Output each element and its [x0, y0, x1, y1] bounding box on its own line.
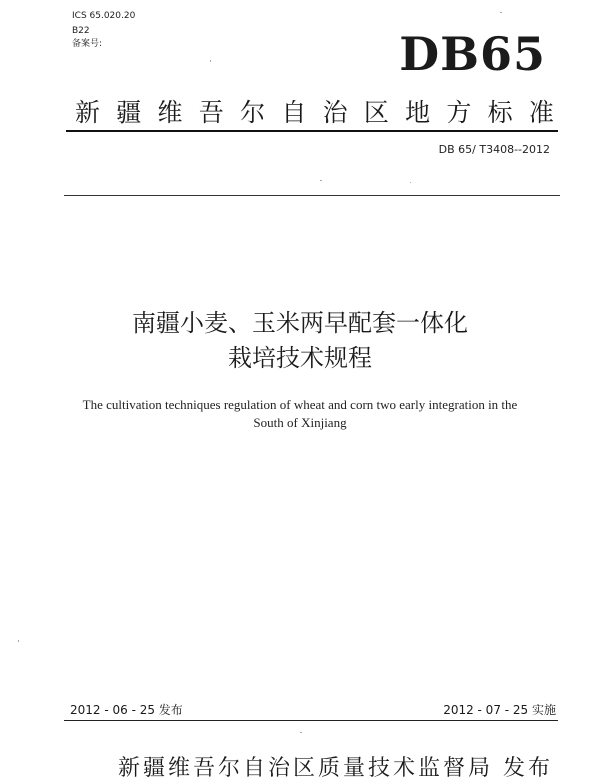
- issuing-authority: 新疆维吾尔自治区质量技术监督局 发布: [118, 756, 553, 781]
- divider: [64, 195, 560, 196]
- standard-kind-char: 标: [487, 98, 513, 127]
- title-english-line-1: The cultivation techniques regulation of wheat and corn two early integration in the: [82, 397, 518, 412]
- scan-speckle: [300, 732, 302, 733]
- ics-code: ICS 65.020.20: [72, 11, 136, 21]
- footer-rule: [64, 720, 558, 721]
- standard-kind-char: 准: [528, 98, 554, 127]
- title-chinese-line-2: 栽培技术规程: [228, 344, 372, 372]
- classification-code: B22: [72, 26, 90, 36]
- standard-kind-char: 治: [322, 98, 348, 127]
- standard-kind-char: 尔: [240, 98, 266, 127]
- standard-kind-char: 区: [363, 98, 389, 127]
- scan-speckle: [500, 12, 502, 13]
- standard-kind-heading: [75, 95, 554, 131]
- standard-kind-char: 地: [405, 98, 431, 127]
- scan-speckle: [210, 60, 211, 62]
- standard-kind-char: 方: [446, 98, 472, 127]
- scan-speckle: [18, 640, 19, 642]
- standard-number: DB 65/ T3408--2012: [438, 143, 550, 156]
- scan-speckle: [410, 182, 411, 183]
- title-chinese-line-1: 南疆小麦、玉米两早配套一体化: [132, 309, 468, 337]
- standard-kind-char: 吾: [198, 98, 224, 127]
- record-number-label: 备案号:: [72, 39, 103, 49]
- scan-speckle: [320, 180, 322, 181]
- issue-date: 2012 - 06 - 25 发布: [70, 703, 183, 717]
- standard-kind-char: 疆: [116, 98, 142, 127]
- standard-kind-char: 自: [281, 98, 307, 127]
- header-rule: [66, 130, 558, 132]
- standard-kind-char: 维: [157, 98, 183, 127]
- title-english-line-2: South of Xinjiang: [253, 415, 347, 430]
- standard-code-logo: DB65: [399, 27, 546, 81]
- implementation-date: 2012 - 07 - 25 实施: [443, 703, 556, 717]
- standard-kind-char: 新: [75, 98, 101, 127]
